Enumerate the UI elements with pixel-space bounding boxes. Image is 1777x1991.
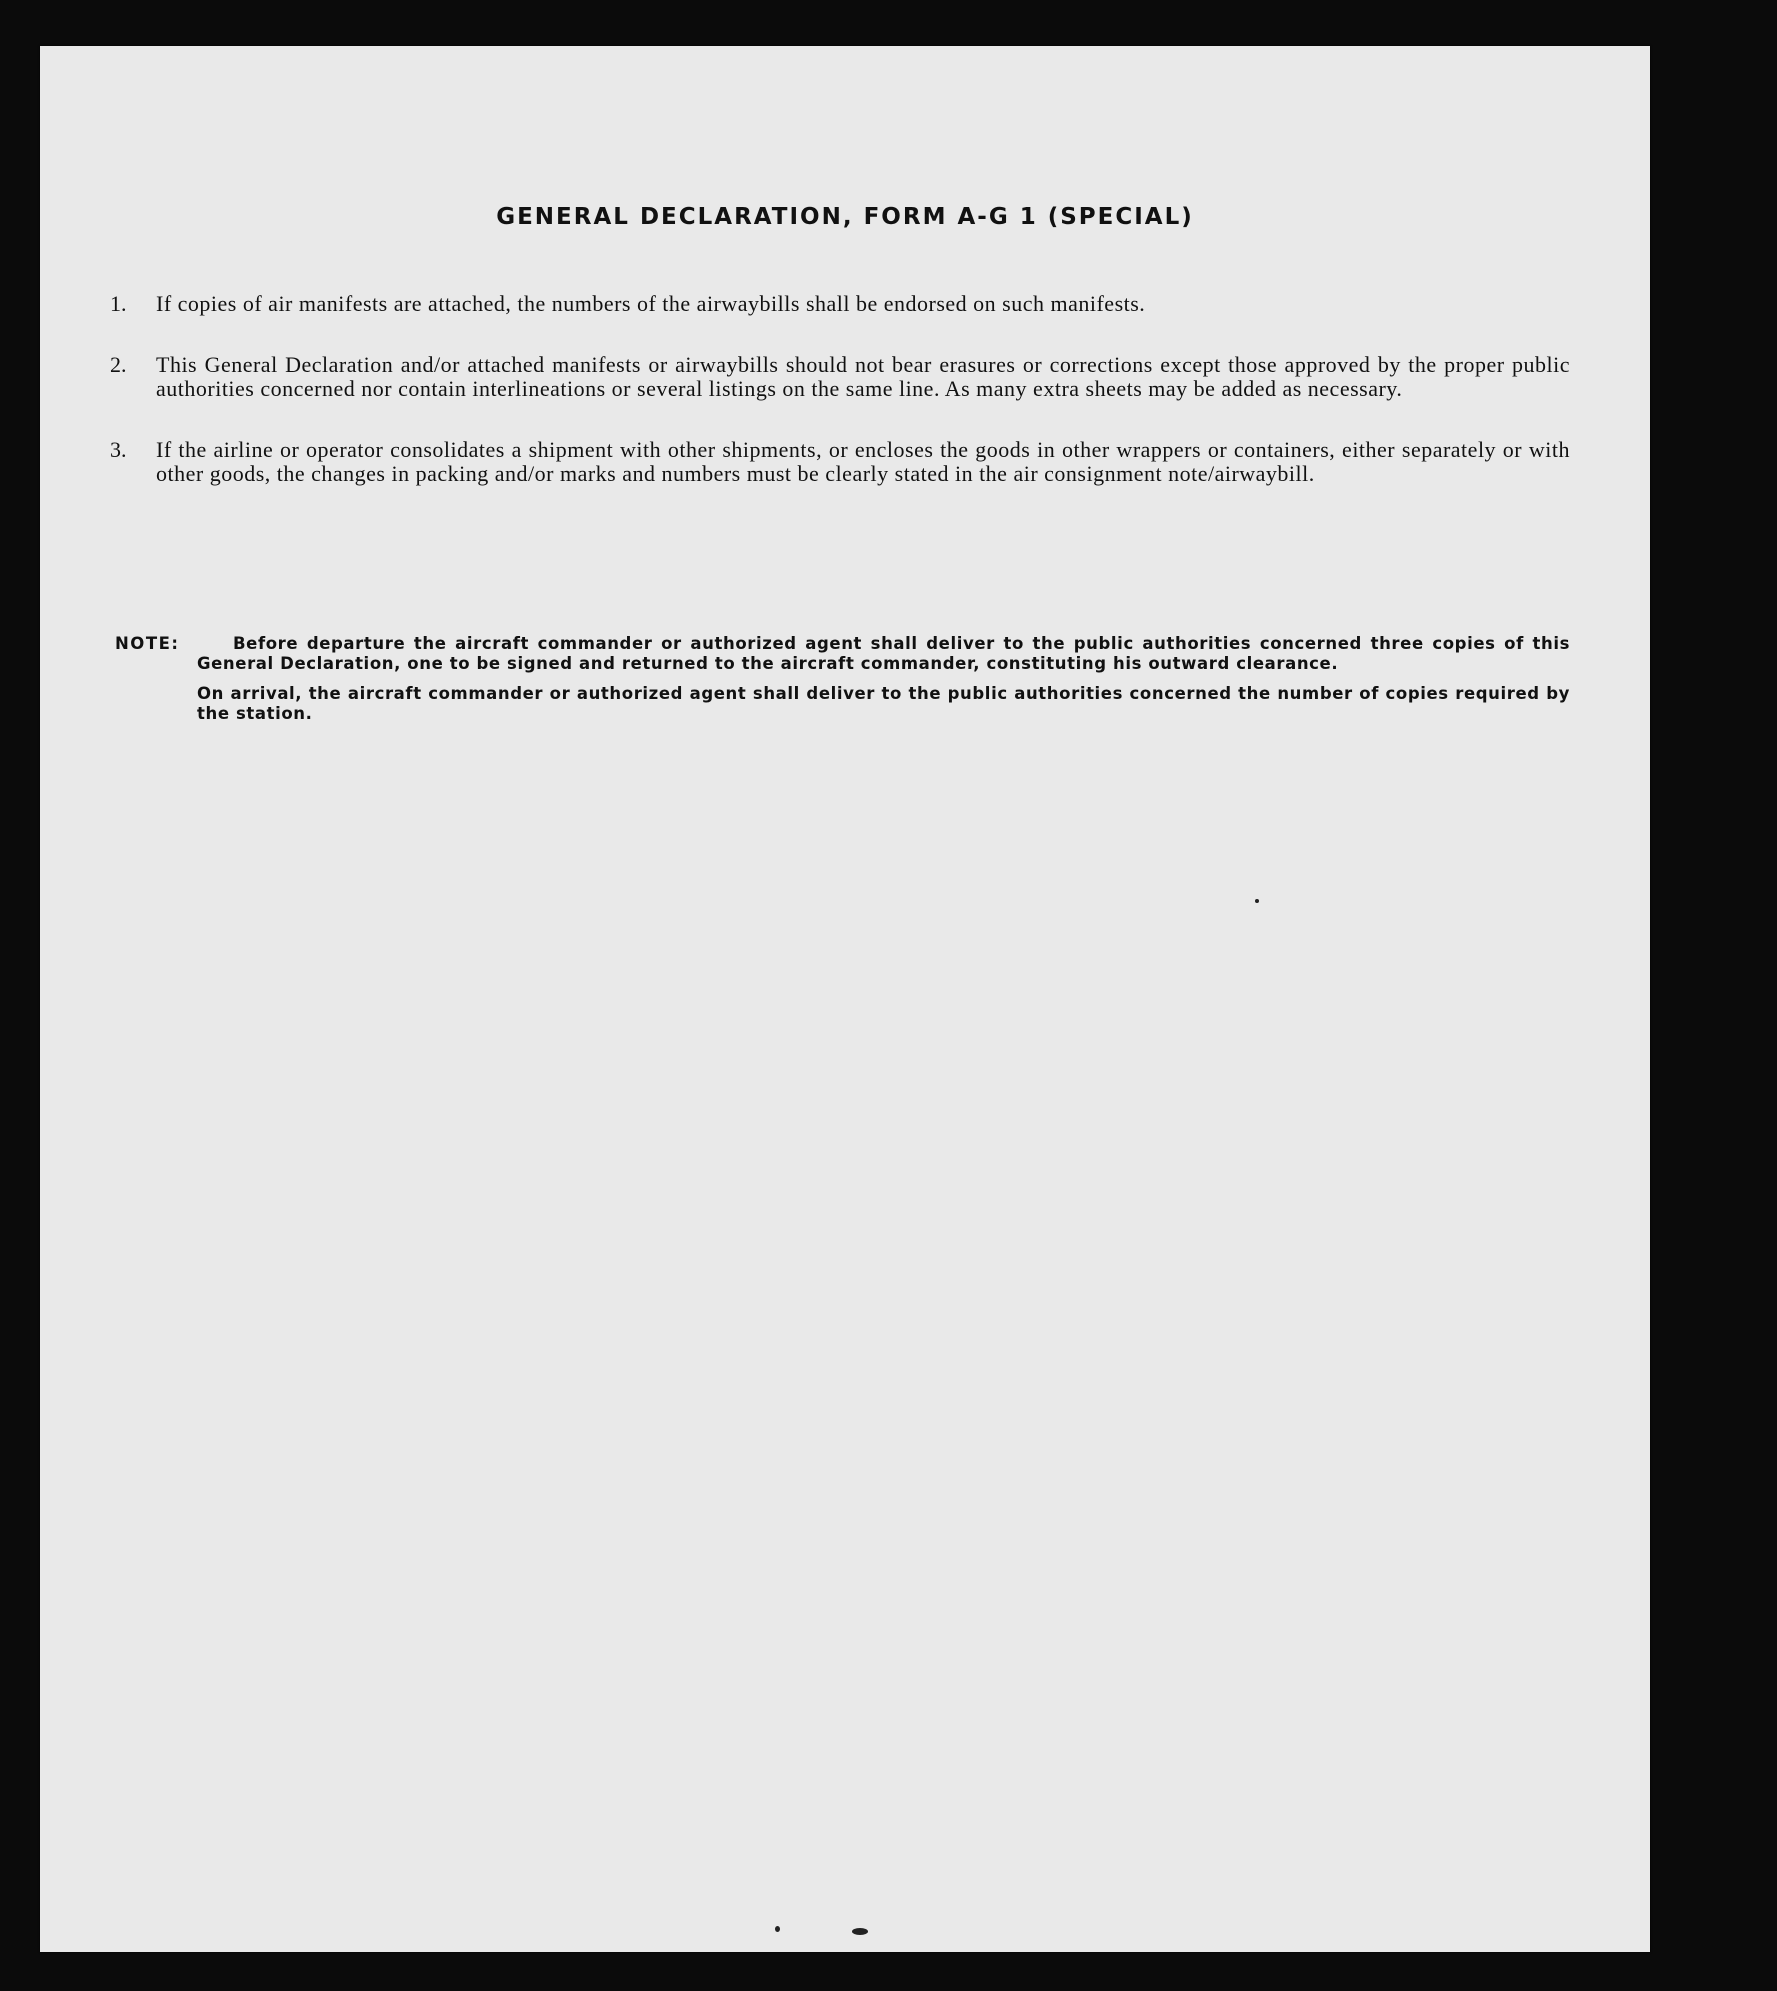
item-number: 1. xyxy=(110,291,127,316)
note-section xyxy=(115,634,1570,724)
instruction-item xyxy=(110,438,1570,486)
scan-speck xyxy=(1255,899,1259,903)
note-label: NOTE: xyxy=(115,634,180,653)
form-title: GENERAL DECLARATION, FORM A-G 1 (SPECIAL) xyxy=(496,204,1194,230)
note-paragraph: On arrival, the aircraft commander or authorized agent shall deliver to the public authorities concerned the number of copies required by the station. xyxy=(197,684,1570,723)
document-page xyxy=(40,46,1650,1952)
item-number: 2. xyxy=(110,352,127,377)
item-text: If the airline or operator consolidates a shipment with other shipments, or encloses the goods in other wrappers or containers, either separately or with other goods, the changes in packing and/or marks and numbers must be clearly stated in the air consignment note/airwaybill. xyxy=(156,437,1570,486)
scan-speck xyxy=(775,1926,780,1932)
instruction-item xyxy=(110,353,1570,401)
scan-speck xyxy=(852,1928,868,1935)
instruction-list xyxy=(110,292,1570,523)
item-number: 3. xyxy=(110,437,127,462)
item-text: This General Declaration and/or attached manifests or airwaybills should not bear erasures or corrections except those approved by the proper public authorities concerned nor contain interlineations or several listings on the same line. As many extra sheets may be added as necessary. xyxy=(156,352,1570,401)
item-text: If copies of air manifests are attached, the numbers of the airwaybills shall be endorsed on such manifests. xyxy=(156,291,1146,316)
note-paragraph: Before departure the aircraft commander or authorized agent shall deliver to the public authorities concerned three copies of this General Declaration, one to be signed and returned to the aircraft commander, constituting his outward clearance. xyxy=(197,634,1570,673)
instruction-item xyxy=(110,292,1570,316)
